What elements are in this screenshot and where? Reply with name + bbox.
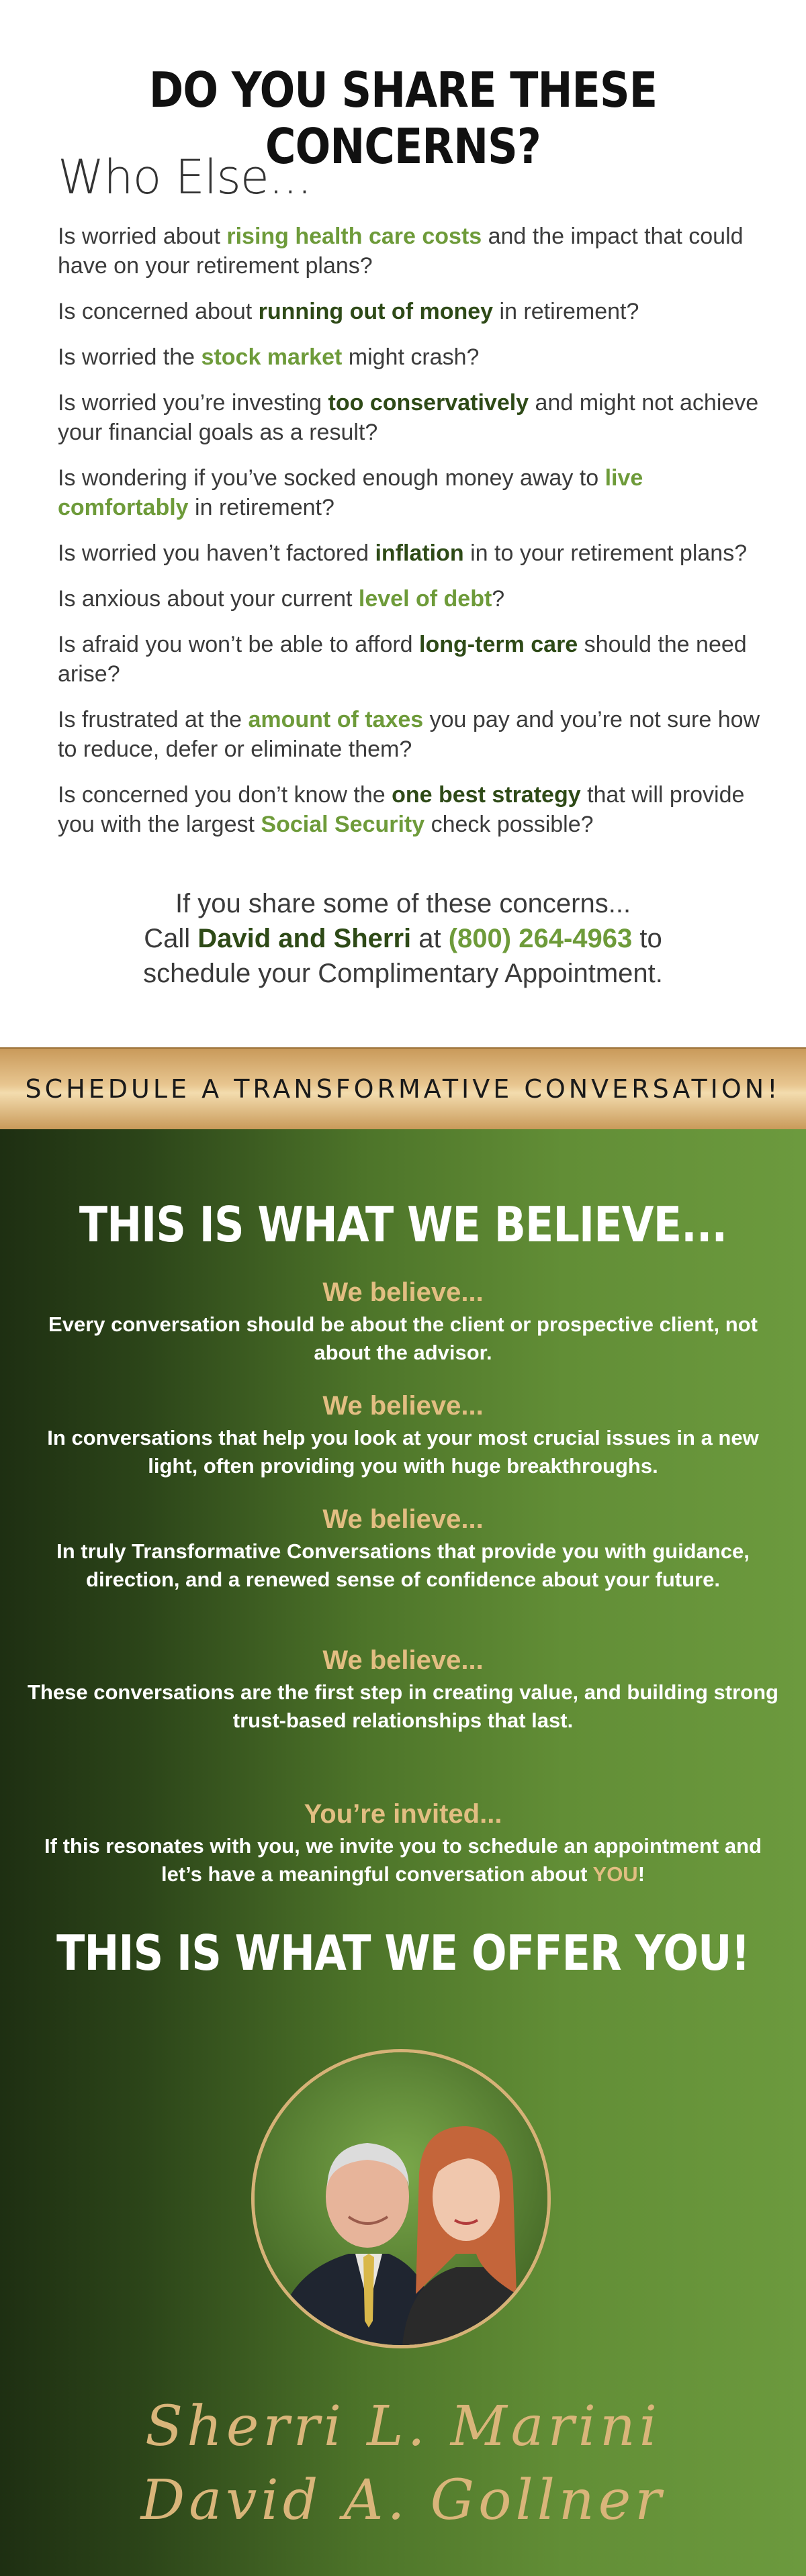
- concern-highlight: rising health care costs: [226, 224, 482, 249]
- concern-text: and the impact that could have on your retirement plans?: [58, 224, 744, 279]
- belief-title: We believe...: [322, 1645, 484, 1675]
- invitation-title: You’re invited...: [304, 1799, 502, 1829]
- concern-highlight: Social Security: [261, 812, 425, 837]
- concern-text: Is worried you haven’t factored: [58, 540, 375, 566]
- invitation-body: If this resonates with you, we invite you to schedule an appointment and let’s have a meaningful conversation about: [44, 1834, 762, 1886]
- concern-item: [58, 630, 763, 689]
- belief-text: In conversations that help you look at your most crucial issues in a new light, often providing you with huge breakthroughs.: [47, 1426, 759, 1478]
- belief-text: Every conversation should be about the client or prospective client, not about the advisor.: [48, 1313, 758, 1364]
- concerns-heading: DO YOU SHARE THESE CONCERNS?: [148, 62, 658, 175]
- concern-text: Is frustrated at the: [58, 707, 249, 732]
- concern-item: [58, 297, 763, 326]
- signature-david: David A. Gollner: [140, 2469, 666, 2532]
- offer-heading: THIS IS WHAT WE OFFER YOU!: [56, 1925, 750, 1981]
- beliefs-section: [0, 1129, 806, 2576]
- concern-text: Is concerned about: [58, 299, 259, 324]
- cta-schedule-line: schedule your Complimentary Appointment.: [143, 959, 663, 988]
- concern-item: [58, 780, 763, 839]
- concern-text: ?: [492, 586, 505, 612]
- belief-title: We believe...: [322, 1505, 484, 1534]
- concern-text: Is anxious about your current: [58, 586, 359, 612]
- call-to-action: [0, 886, 806, 991]
- invitation-you: YOU: [592, 1862, 638, 1886]
- invitation-end: !: [637, 1862, 645, 1886]
- concern-text: that will provide you with the largest: [58, 782, 745, 837]
- concern-text: Is concerned you don’t know the: [58, 782, 392, 808]
- concern-text: Is worried you’re investing: [58, 390, 328, 416]
- advisors-portrait: [251, 2049, 551, 2348]
- concern-highlight: long-term care: [419, 632, 578, 657]
- advisor-names: David and Sherri: [197, 924, 412, 953]
- cta-intro: If you share some of these concerns...: [175, 889, 631, 918]
- signature-sherri: Sherri L. Marini: [144, 2395, 662, 2459]
- cta-call-text: Call: [144, 924, 198, 953]
- concern-highlight: stock market: [201, 344, 343, 370]
- concern-text: you pay and you’re not sure how to reduce, defer or eliminate them?: [58, 707, 760, 762]
- concern-text: should the need arise?: [58, 632, 747, 687]
- concern-highlight: inflation: [375, 540, 464, 566]
- concern-highlight: too conservatively: [328, 390, 529, 416]
- concern-highlight: amount of taxes: [248, 707, 424, 732]
- concern-item: [58, 705, 763, 764]
- concerns-list: [58, 222, 763, 855]
- concern-item: [58, 222, 763, 281]
- concern-text: Is afraid you won’t be able to afford: [58, 632, 420, 657]
- cta-at-text: at: [411, 924, 449, 953]
- concern-item: [58, 538, 763, 568]
- concern-highlight: one best strategy: [392, 782, 581, 808]
- concern-text: in retirement?: [493, 299, 639, 324]
- concern-text: might crash?: [342, 344, 480, 370]
- belief-text: These conversations are the first step in creating value, and building strong trust-based relationships that last.: [28, 1680, 778, 1732]
- concern-item: [58, 388, 763, 447]
- concern-text: and might not achieve your financial goals as a result?: [58, 390, 759, 445]
- banner-label: SCHEDULE A TRANSFORMATIVE CONVERSATION!: [25, 1074, 781, 1104]
- concern-text: Is worried about: [58, 224, 227, 249]
- concern-highlight: live comfortably: [58, 465, 643, 520]
- cta-call-line: [0, 921, 806, 956]
- who-else-subheading: Who Else...: [58, 150, 312, 205]
- schedule-conversation-banner[interactable]: [0, 1047, 806, 1129]
- invitation-text: [27, 1832, 779, 1889]
- invitation-block: [27, 1797, 779, 1889]
- belief-title: We believe...: [322, 1278, 484, 1307]
- phone-link[interactable]: (800) 264-4963: [448, 924, 633, 953]
- concern-text: Is wondering if you’ve socked enough money away to: [58, 465, 605, 491]
- belief-block: [27, 1389, 779, 1480]
- belief-block: [27, 1276, 779, 1367]
- concern-highlight: running out of money: [258, 299, 494, 324]
- concern-text: in retirement?: [188, 495, 334, 520]
- concern-item: [58, 584, 763, 614]
- concern-text: in to your retirement plans?: [463, 540, 748, 566]
- concern-text: check possible?: [424, 812, 594, 837]
- belief-block: [27, 1502, 779, 1594]
- beliefs-heading: THIS IS WHAT WE BELIEVE...: [79, 1196, 727, 1253]
- concerns-section: [0, 0, 806, 1047]
- concern-item: [58, 342, 763, 372]
- concern-text: Is worried the: [58, 344, 202, 370]
- cta-to-text: to: [632, 924, 662, 953]
- portrait-illustration: [255, 2052, 547, 2345]
- belief-text: In truly Transformative Conversations that provide you with guidance, direction, and a renewed sense of confidence about your future.: [56, 1539, 750, 1591]
- concern-item: [58, 463, 763, 522]
- belief-title: We believe...: [322, 1391, 484, 1421]
- concern-highlight: level of debt: [358, 586, 492, 612]
- belief-block: [27, 1643, 779, 1735]
